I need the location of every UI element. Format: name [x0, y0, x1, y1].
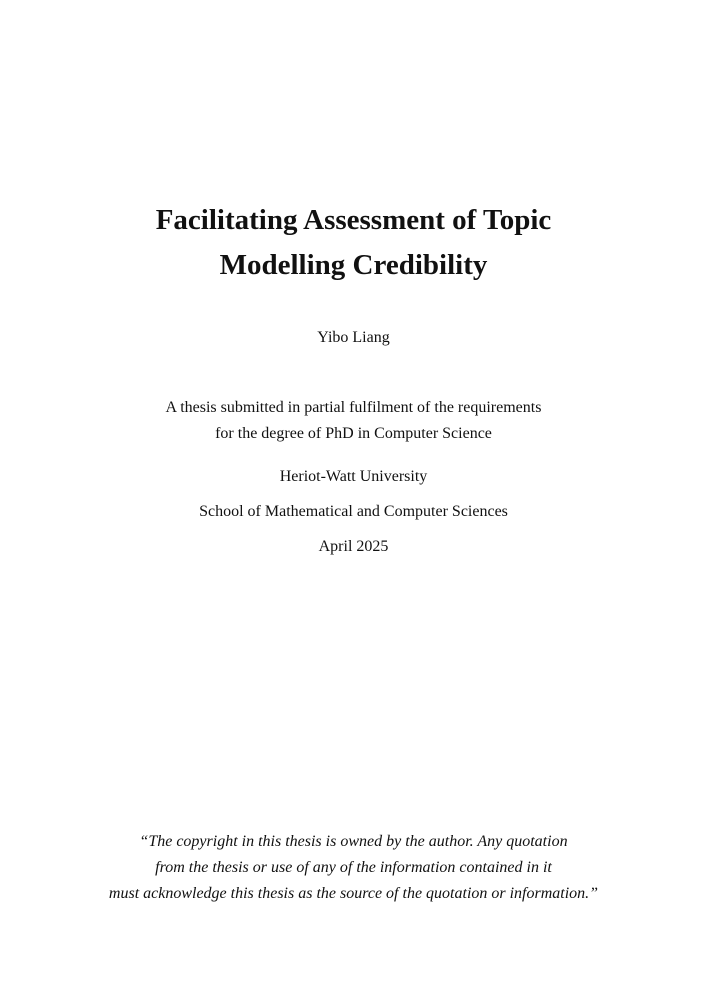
thesis-title-line-2: Modelling Credibility — [219, 249, 488, 281]
copyright-notice-line-2: from the thesis or use of any of the information contained in it — [155, 859, 552, 876]
thesis-title-line-1: Facilitating Assessment of Topic — [155, 204, 552, 236]
author-name: Yibo Liang — [317, 329, 390, 346]
submission-statement-line-2: for the degree of PhD in Computer Science — [215, 425, 492, 442]
copyright-notice-line-3: must acknowledge this thesis as the source of the quotation or information.” — [108, 885, 599, 902]
school-name: School of Mathematical and Computer Sciences — [199, 503, 508, 520]
university-name: Heriot-Watt University — [279, 468, 428, 485]
submission-date: April 2025 — [318, 538, 389, 555]
copyright-notice-line-1: “The copyright in this thesis is owned by the author. Any quotation — [139, 833, 568, 850]
submission-statement-line-1: A thesis submitted in partial fulfilment of the requirements — [165, 399, 542, 416]
